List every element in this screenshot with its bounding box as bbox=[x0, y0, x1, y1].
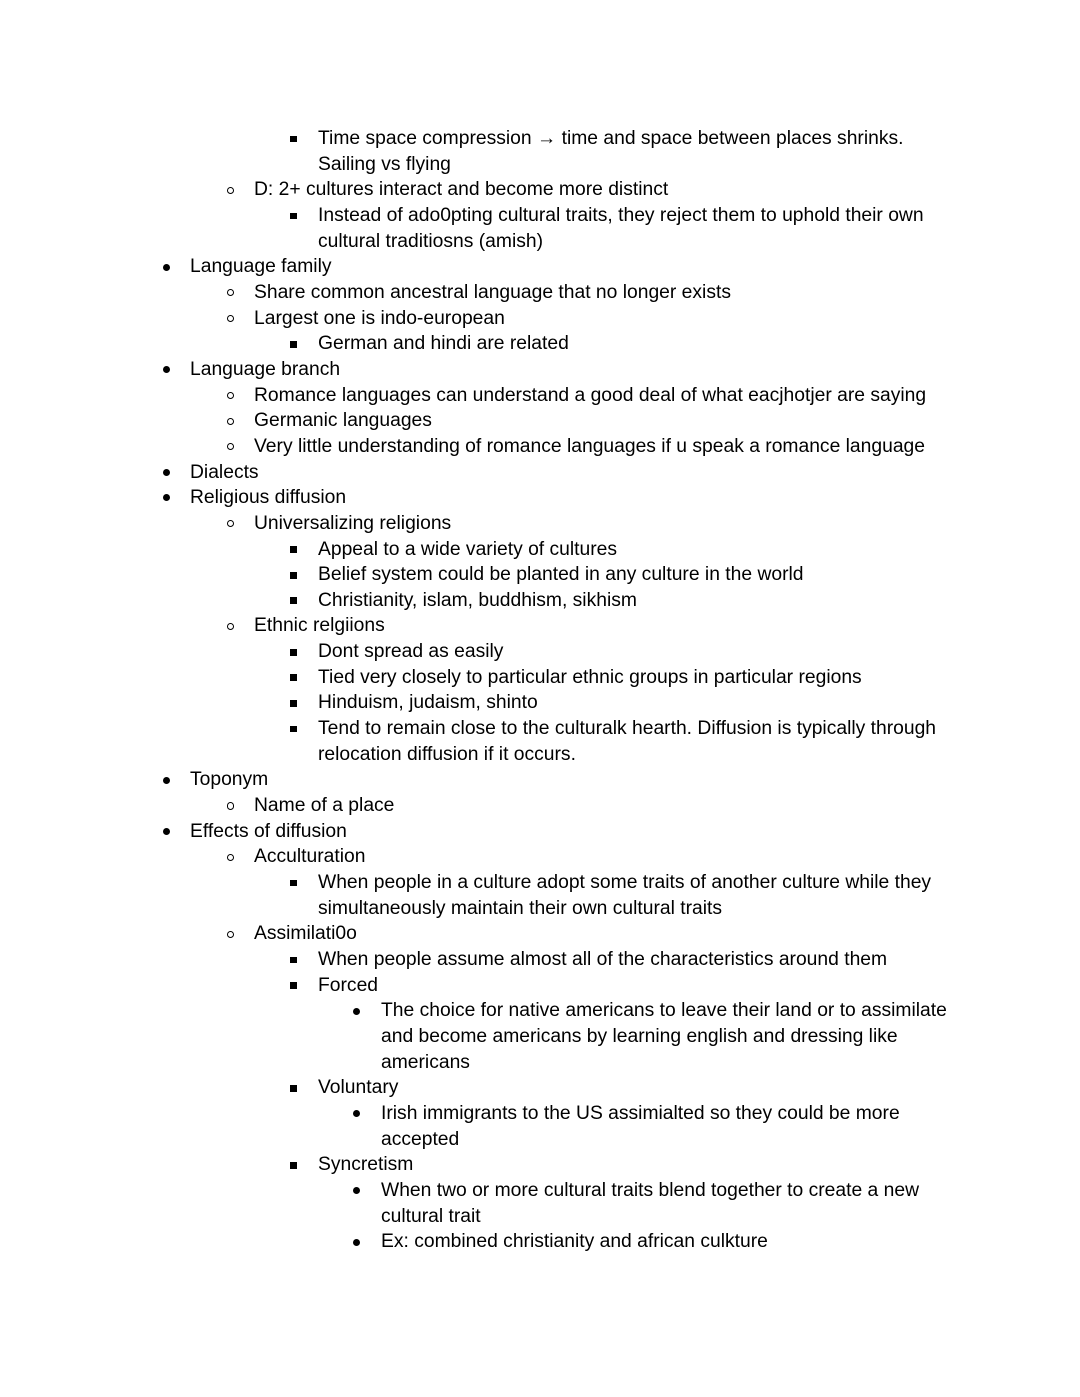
list-item-text: Tend to remain close to the culturalk hearth. Diffusion is typically through relocation diffusion if it occurs. bbox=[318, 718, 937, 765]
circle-bullet-icon bbox=[227, 931, 234, 938]
circle-bullet-icon bbox=[227, 854, 234, 861]
list-item bbox=[0, 434, 954, 460]
list-item-text: German and hindi are related bbox=[318, 333, 569, 355]
list-item-text: Language family bbox=[190, 256, 332, 278]
list-item-text: Hinduism, judaism, shinto bbox=[318, 692, 538, 714]
list-item-text: Dont spread as easily bbox=[318, 641, 504, 663]
list-item-text: Religious diffusion bbox=[190, 487, 347, 509]
list-item-text: Language branch bbox=[190, 358, 341, 380]
list-item-text: Time space compression → time and space between places shrinks. Sailing vs flying bbox=[318, 128, 904, 175]
list-item bbox=[0, 998, 954, 1075]
disc-bullet-icon bbox=[353, 1008, 360, 1015]
circle-bullet-icon bbox=[227, 315, 234, 322]
list-item-text: Assimilati0o bbox=[254, 923, 357, 945]
square-bullet-icon bbox=[290, 726, 297, 733]
circle-bullet-icon bbox=[227, 443, 234, 450]
list-item bbox=[0, 203, 954, 254]
list-item-text: Germanic languages bbox=[254, 410, 432, 432]
list-item-text: Christianity, islam, buddhism, sikhism bbox=[318, 589, 637, 611]
list-item-text: Toponym bbox=[190, 769, 269, 791]
square-bullet-icon bbox=[290, 1162, 297, 1169]
list-item bbox=[0, 126, 954, 177]
square-bullet-icon bbox=[290, 136, 297, 143]
square-bullet-icon bbox=[290, 880, 297, 887]
list-item-text: Ex: combined christianity and african culkture bbox=[381, 1231, 768, 1253]
list-item bbox=[0, 1152, 954, 1178]
disc-bullet-icon bbox=[163, 366, 170, 373]
square-bullet-icon bbox=[290, 597, 297, 604]
square-bullet-icon bbox=[290, 700, 297, 707]
list-item-text: When people in a culture adopt some traits of another culture while they simultaneously maintain their own cultural traits bbox=[318, 872, 932, 919]
disc-bullet-icon bbox=[163, 469, 170, 476]
list-item bbox=[0, 716, 954, 767]
list-item-text: The choice for native americans to leave their land or to assimilate and become americans by learning english and dressing like americans bbox=[381, 1000, 947, 1073]
list-item bbox=[0, 306, 954, 332]
list-item-text: Appeal to a wide variety of cultures bbox=[318, 538, 618, 560]
square-bullet-icon bbox=[290, 649, 297, 656]
list-item bbox=[0, 921, 954, 947]
list-item bbox=[0, 613, 954, 639]
list-item bbox=[0, 1075, 954, 1101]
list-item-text: Very little understanding of romance languages if u speak a romance language bbox=[254, 435, 925, 457]
list-item bbox=[0, 562, 954, 588]
list-item-text: Romance languages can understand a good deal of what eacjhotjer are saying bbox=[254, 384, 927, 406]
list-item bbox=[0, 690, 954, 716]
list-item bbox=[0, 280, 954, 306]
list-item bbox=[0, 460, 954, 486]
list-item-text: Name of a place bbox=[254, 795, 395, 817]
list-item bbox=[0, 383, 954, 409]
list-item-text: When people assume almost all of the characteristics around them bbox=[318, 949, 888, 970]
list-item-text: D: 2+ cultures interact and become more distinct bbox=[254, 179, 669, 201]
circle-bullet-icon bbox=[227, 187, 234, 194]
circle-bullet-icon bbox=[227, 289, 234, 296]
circle-bullet-icon bbox=[227, 392, 234, 399]
list-item bbox=[0, 408, 954, 434]
list-item-text: When two or more cultural traits blend together to create a new cultural trait bbox=[381, 1179, 920, 1227]
square-bullet-icon bbox=[290, 957, 297, 964]
square-bullet-icon bbox=[290, 1085, 297, 1092]
list-item bbox=[0, 1178, 954, 1229]
list-item bbox=[0, 357, 954, 383]
list-item bbox=[0, 819, 954, 845]
square-bullet-icon bbox=[290, 674, 297, 681]
list-item bbox=[0, 485, 954, 511]
list-item-text: Belief system could be planted in any culture in the world bbox=[318, 564, 804, 586]
circle-bullet-icon bbox=[227, 520, 234, 527]
list-item bbox=[0, 973, 954, 999]
list-item bbox=[0, 254, 954, 280]
list-item bbox=[0, 1229, 954, 1255]
disc-bullet-icon bbox=[163, 828, 170, 835]
list-item bbox=[0, 844, 954, 870]
list-item bbox=[0, 793, 954, 819]
disc-bullet-icon bbox=[353, 1239, 360, 1246]
disc-bullet-icon bbox=[353, 1187, 360, 1194]
list-item-text: Instead of ado0pting cultural traits, they reject them to uphold their own cultural traditiosns (amish) bbox=[318, 204, 924, 252]
square-bullet-icon bbox=[290, 546, 297, 553]
list-item bbox=[0, 870, 954, 921]
list-item-text: Dialects bbox=[190, 461, 259, 483]
circle-bullet-icon bbox=[227, 418, 234, 425]
list-item-text: Effects of diffusion bbox=[190, 820, 347, 842]
circle-bullet-icon bbox=[227, 623, 234, 630]
disc-bullet-icon bbox=[163, 494, 170, 501]
list-item-text: Syncretism bbox=[318, 1154, 414, 1176]
list-item bbox=[0, 511, 954, 537]
list-item bbox=[0, 947, 954, 973]
list-item bbox=[0, 767, 954, 793]
disc-bullet-icon bbox=[353, 1110, 360, 1117]
document-body bbox=[0, 126, 954, 1255]
list-item-text: Ethnic relgiions bbox=[254, 615, 385, 637]
disc-bullet-icon bbox=[163, 264, 170, 271]
list-item-text: Universalizing religions bbox=[254, 512, 452, 534]
list-item-text: Forced bbox=[318, 974, 379, 996]
list-item bbox=[0, 665, 954, 691]
list-item bbox=[0, 1101, 954, 1152]
square-bullet-icon bbox=[290, 572, 297, 579]
list-item-text: Acculturation bbox=[254, 846, 366, 868]
list-item-text: Largest one is indo-european bbox=[254, 307, 505, 329]
square-bullet-icon bbox=[290, 213, 297, 220]
list-item-text: Share common ancestral language that no longer exists bbox=[254, 281, 731, 303]
square-bullet-icon bbox=[290, 341, 297, 348]
disc-bullet-icon bbox=[163, 777, 170, 784]
list-item-text: Irish immigrants to the US assimialted so they could be more accepted bbox=[381, 1102, 900, 1150]
square-bullet-icon bbox=[290, 982, 297, 989]
list-item bbox=[0, 331, 954, 357]
list-item bbox=[0, 177, 954, 203]
list-item bbox=[0, 639, 954, 665]
list-item bbox=[0, 537, 954, 563]
list-item-text: Voluntary bbox=[318, 1077, 399, 1099]
circle-bullet-icon bbox=[227, 802, 234, 809]
list-item bbox=[0, 588, 954, 614]
list-item-text: Tied very closely to particular ethnic groups in particular regions bbox=[318, 666, 862, 688]
